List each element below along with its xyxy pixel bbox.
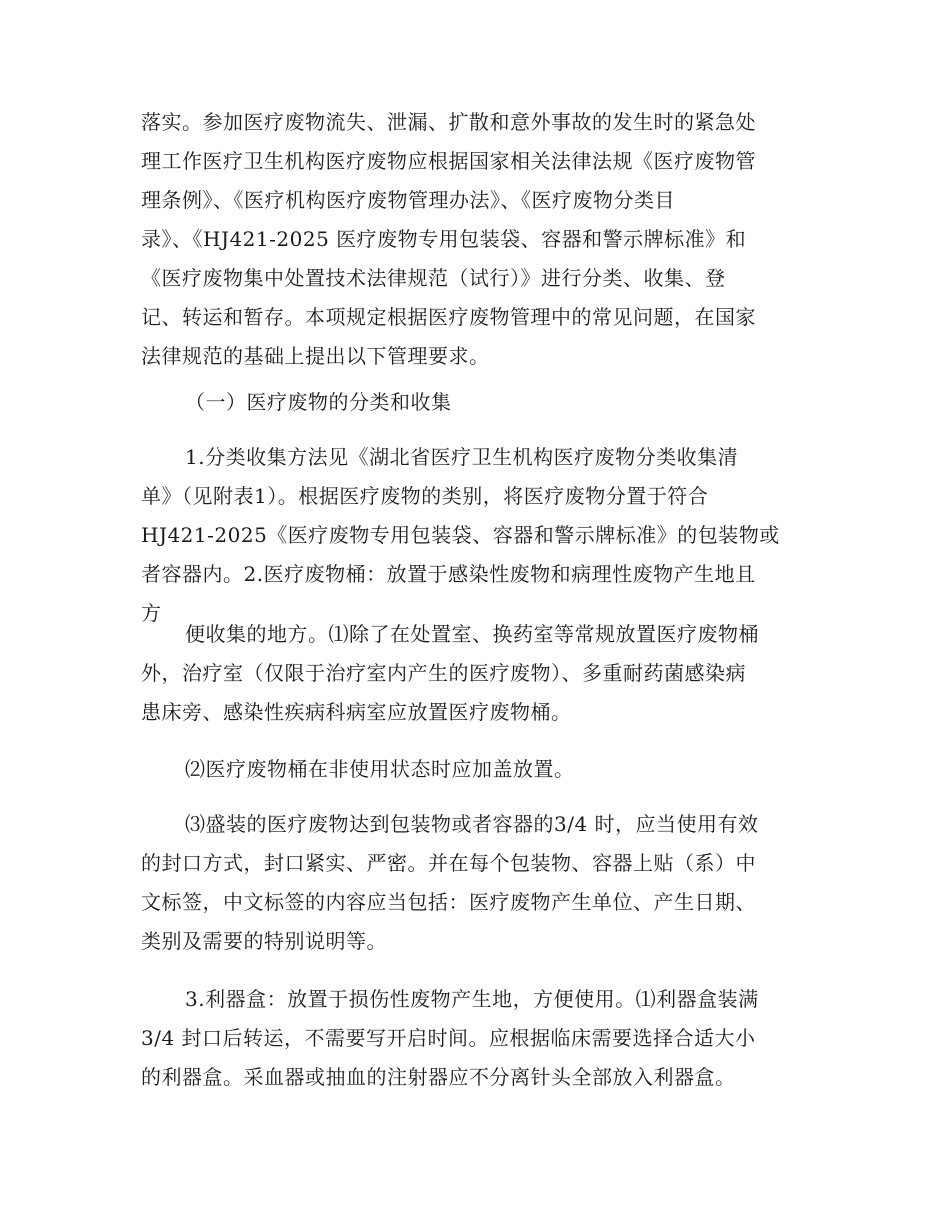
text-line: 者容器内。2.医疗废物桶：放置于感染性废物和病理性废物产生地且 (141, 562, 756, 586)
text-line: 落实。参加医疗废物流失、泄漏、扩散和意外事故的发生时的紧急处 (141, 110, 756, 134)
text-line: 1.分类收集方法见《湖北省医疗卫生机构医疗废物分类收集清 (185, 445, 739, 469)
text-line: 法律规范的基础上提出以下管理要求。 (141, 344, 490, 368)
text-line: 的利器盒。采血器或抽血的注射器应不分离针头全部放入利器盒。 (141, 1065, 736, 1089)
text-line: ⑶盛装的医疗废物达到包装物或者容器的3/4 时，应当使用有效 (185, 812, 759, 836)
text-line: 3/4 封口后转运，不需要写开启时间。应根据临床需要选择合适大小 (141, 1026, 756, 1050)
text-line: 外，治疗室（仅限于治疗室内产生的医疗废物）、多重耐药菌感染病 (141, 661, 746, 685)
text-line: 《医疗废物集中处置技术法律规范（试行）》进行分类、收集、登 (141, 266, 726, 290)
text-line: 方 (141, 601, 162, 625)
text-line: 患床旁、感染性疾病科病室应放置医疗废物桶。 (141, 700, 572, 724)
text-line: 理工作医疗卫生机构医疗废物应根据国家相关法律法规《医疗废物管 (141, 149, 756, 173)
text-line: 类别及需要的特别说明等。 (141, 929, 387, 953)
text-line: ⑵医疗废物桶在非使用状态时应加盖放置。 (185, 757, 575, 781)
text-line: 文标签，中文标签的内容应当包括：医疗废物产生单位、产生日期、 (141, 890, 756, 914)
paragraph-intro (141, 103, 811, 376)
paragraph-classification (141, 438, 811, 633)
text-line: 便收集的地方。⑴除了在处置室、换药室等常规放置医疗废物桶 (185, 622, 759, 646)
text-line: HJ421-2025《医疗废物专用包装袋、容器和警示牌标准》的包装物或 (141, 523, 780, 547)
text-line: 的封口方式，封口紧实、严密。并在每个包装物、容器上贴（系）中 (141, 851, 756, 875)
heading-line: （一）医疗废物的分类和收集 (185, 390, 452, 414)
paragraph-sharps-box (141, 980, 811, 1097)
text-line: 单》（见附表1）。根据医疗废物的类别，将医疗废物分置于符合 (141, 484, 709, 508)
section-heading (141, 383, 811, 422)
paragraph-bin-cover (141, 750, 811, 789)
text-line: 记、转运和暂存。本项规定根据医疗废物管理中的常见问题，在国家 (141, 305, 756, 329)
text-line: 3.利器盒：放置于损伤性废物产生地，方便使用。⑴利器盒装满 (185, 987, 759, 1011)
text-line: 理条例》、《医疗机构医疗废物管理办法》、《医疗废物分类目 (141, 188, 675, 212)
paragraph-sealing-labels (141, 805, 811, 961)
text-line: 录》、《HJ421-2025 医疗废物专用包装袋、容器和警示牌标准》和 (141, 227, 747, 251)
paragraph-waste-bin-placement (141, 615, 811, 732)
